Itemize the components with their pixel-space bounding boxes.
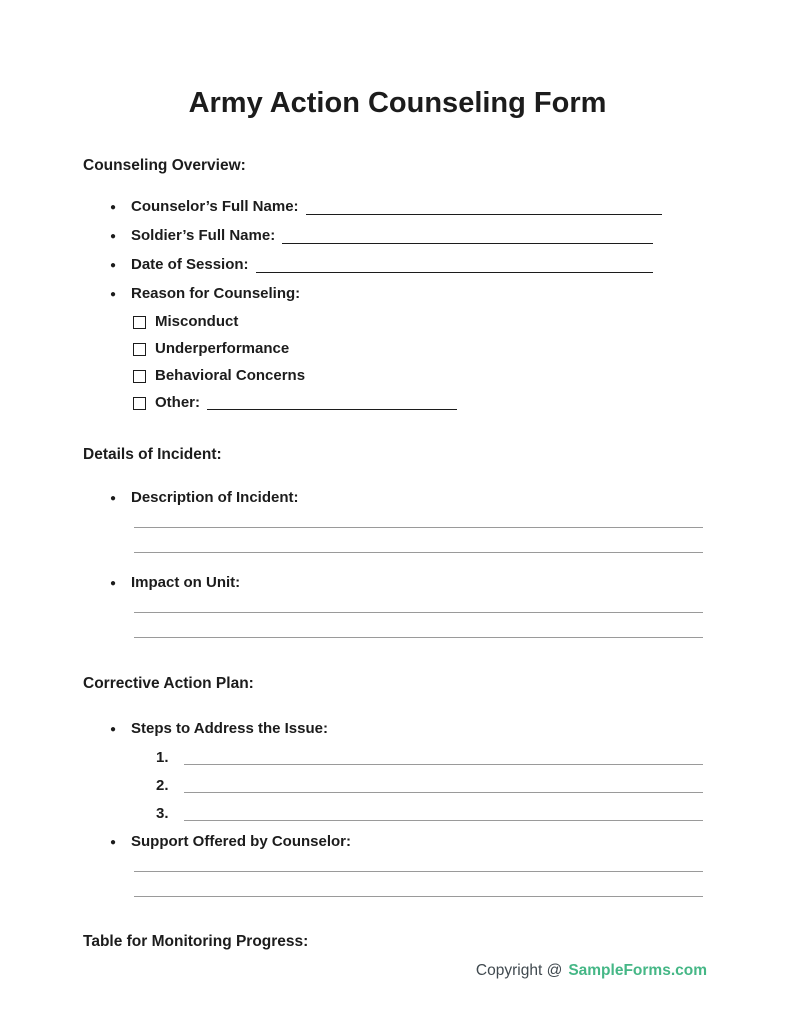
checkbox-icon[interactable] xyxy=(133,397,146,410)
incident-heading: Details of Incident: xyxy=(83,446,222,463)
description-write-line-1[interactable] xyxy=(134,527,703,528)
bullet-icon xyxy=(110,719,131,739)
field-label: Soldier’s Full Name: xyxy=(131,227,276,244)
step-row-2 xyxy=(156,777,703,795)
session-date-input-line[interactable] xyxy=(256,259,653,273)
bullet-icon xyxy=(110,832,131,852)
field-label: Steps to Address the Issue: xyxy=(131,720,328,737)
checkbox-label: Underperformance xyxy=(155,340,290,357)
field-label: Description of Incident: xyxy=(131,489,299,506)
bullet-icon xyxy=(110,197,131,217)
monitoring-heading: Table for Monitoring Progress: xyxy=(83,933,309,950)
checkbox-icon[interactable] xyxy=(133,343,146,356)
step-write-line-2[interactable] xyxy=(184,779,703,793)
bullet-icon xyxy=(110,226,131,246)
sampleforms-link[interactable]: SampleForms.com xyxy=(568,962,707,979)
checkbox-row-behavioral-concerns xyxy=(133,367,712,385)
copyright-text: Copyright @ xyxy=(475,962,563,979)
support-write-line-1[interactable] xyxy=(134,871,703,872)
field-impact-on-unit xyxy=(110,573,712,593)
bullet-icon xyxy=(110,573,131,593)
footer xyxy=(476,961,707,981)
step-number: 3. xyxy=(156,805,169,822)
field-steps-to-address xyxy=(110,719,712,739)
step-row-1 xyxy=(156,749,703,767)
impact-write-line-2[interactable] xyxy=(134,637,703,638)
counselor-name-input-line[interactable] xyxy=(306,201,662,215)
checkbox-icon[interactable] xyxy=(133,370,146,383)
description-write-line-2[interactable] xyxy=(134,552,703,553)
checkbox-label: Misconduct xyxy=(155,313,239,330)
checkbox-label: Other: xyxy=(155,394,200,411)
bullet-icon xyxy=(110,255,131,275)
bullet-icon xyxy=(110,488,131,508)
field-description-of-incident xyxy=(110,488,712,508)
soldier-name-input-line[interactable] xyxy=(282,230,653,244)
checkbox-row-misconduct xyxy=(133,313,712,331)
other-reason-input-line[interactable] xyxy=(207,396,457,410)
overview-heading: Counseling Overview: xyxy=(83,157,246,174)
field-label: Date of Session: xyxy=(131,256,249,273)
checkbox-icon[interactable] xyxy=(133,316,146,329)
field-label: Reason for Counseling: xyxy=(131,285,301,302)
bullet-icon xyxy=(110,284,131,304)
step-number: 2. xyxy=(156,777,169,794)
field-label: Support Offered by Counselor: xyxy=(131,833,352,850)
field-counselor-name xyxy=(110,197,712,217)
field-reason xyxy=(110,284,712,304)
step-row-3 xyxy=(156,805,703,823)
corrective-heading: Corrective Action Plan: xyxy=(83,675,254,692)
checkbox-label: Behavioral Concerns xyxy=(155,367,306,384)
field-label: Impact on Unit: xyxy=(131,574,241,591)
page-title: Army Action Counseling Form xyxy=(188,87,607,119)
checkbox-row-underperformance xyxy=(133,340,712,358)
step-write-line-3[interactable] xyxy=(184,807,703,821)
support-write-line-2[interactable] xyxy=(134,896,703,897)
checkbox-row-other xyxy=(133,394,712,412)
step-write-line-1[interactable] xyxy=(184,751,703,765)
impact-write-line-1[interactable] xyxy=(134,612,703,613)
field-soldier-name xyxy=(110,226,712,246)
step-number: 1. xyxy=(156,749,169,766)
field-label: Counselor’s Full Name: xyxy=(131,198,299,215)
field-support-offered xyxy=(110,832,712,852)
field-session-date xyxy=(110,255,712,275)
